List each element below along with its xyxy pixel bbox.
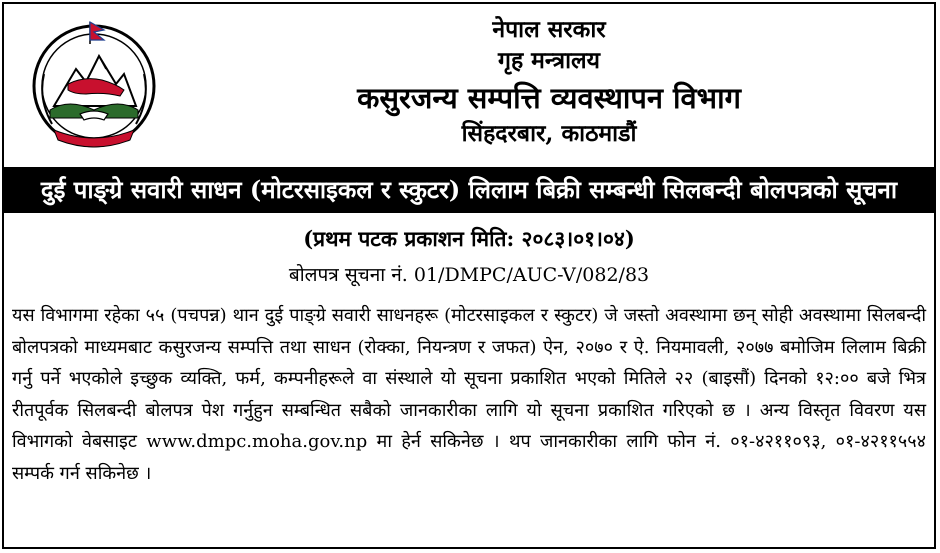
notice-title: दुई पाङ्ग्रे सवारी साधन (मोटरसाइकल र स्कुटर) लिलाम बिक्री सम्बन्धी सिलबन्दी बोलपत्रको सूचना bbox=[4, 167, 934, 213]
notice-body: यस विभागमा रहेका ५५ (पचपन्न) थान दुई पाङ्ग्रे सवारी साधनहरू (मोटरसाइकल र स्कुटर) जे जस्तो अवस्थामा छन् सोही अवस्थामा सिलबन्दी बोलपत्रको माध्यमबाट कसुरजन्य सम्पत्ति तथा साधन (रोक्का, नियन्त्रण र जफत) ऐन, २०७० र ऐ. नियमावली, २०७७ बमोजिम लिलाम बिक्री गर्नु पर्ने भएकोले इच्छुक व्यक्ति, फर्म, कम्पनीहरूले वा संस्थाले यो सूचना प्रकाशित भएको मितिले २२ (बाइसौं) दिनको १२:०० बजे भित्र रीतपूर्वक सिलबन्दी बोलपत्र पेश गर्नुहुन सम्बन्धित सबैको जानकारीका लागि यो सूचना प्रकाशित गरिएको छ । अन्य विस्तृत विवरण यस विभागको वेबसाइट www.dmpc.moha.gov.np मा हेर्न सकिनेछ । थप जानकारीका लागि फोन नं. ०१-४२११०९३, ०१-४२११५५४ सम्पर्क गर्न सकिनेछ । bbox=[12, 305, 926, 484]
publication-date: (प्रथम पटक प्रकाशन मिति: २०८३।०१।०४) bbox=[303, 226, 635, 251]
reference-number: बोलपत्र सूचना नं. 01/DMPC/AUC-V/082/83 bbox=[288, 264, 650, 286]
office-address: सिंहदरबार, काठमाडौं bbox=[461, 119, 637, 147]
header bbox=[174, 16, 924, 149]
department-name: कसुरजन्य सम्पत्ति व्यवस्थापन विभाग bbox=[357, 80, 741, 115]
nepal-emblem-icon bbox=[24, 14, 164, 154]
ministry-name: गृह मन्त्रालय bbox=[498, 46, 600, 74]
notice-box bbox=[2, 2, 936, 549]
country-name: नेपाल सरकार bbox=[492, 16, 606, 43]
